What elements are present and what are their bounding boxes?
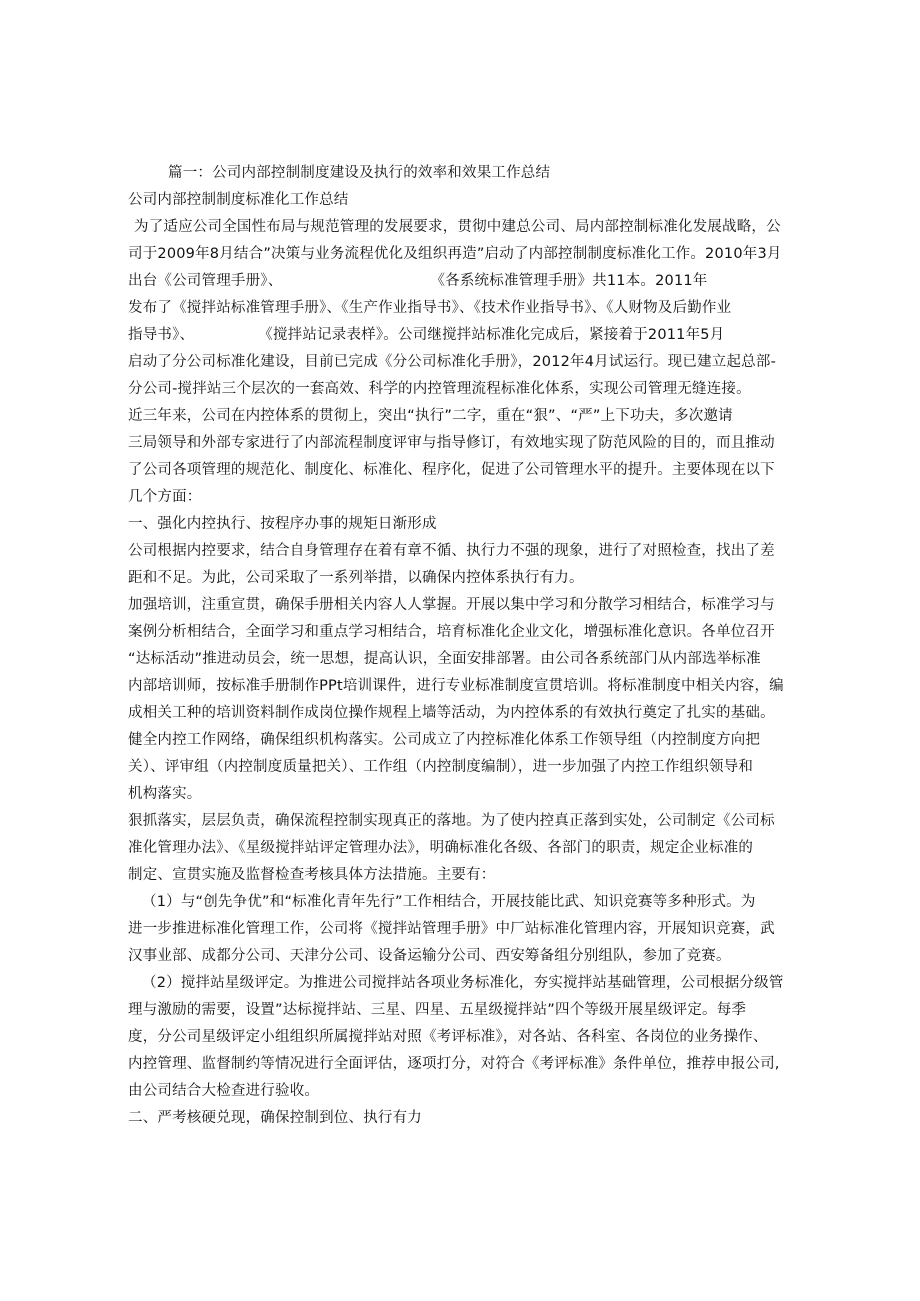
- text-line: 分公司-搅拌站三个层次的一套高效、科学的内控管理流程标准化体系，实现公司管理无缝连接。: [128, 381, 751, 397]
- text-line: 为了适应公司全国性布局与规范管理的发展要求，贯彻中建总公司、局内部控制标准化发展战略，公: [134, 219, 781, 235]
- text-segment: 《各系统标准管理手册》共11本。2011年: [430, 273, 708, 289]
- paragraph-item-2: [128, 970, 792, 1105]
- text-line: 启动了分公司标准化建设，目前已完成《分公司标准化手册》，2012年4月试运行。现已建立起总部-: [128, 354, 777, 370]
- paragraph-implementation: [128, 808, 792, 889]
- text-line: 几个方面：: [128, 489, 202, 505]
- text-line: 内部培训师，按标准手册制作PPt培训课件，进行专业标准制度宣贯培训。将标准制度中相关内容，编: [128, 678, 784, 694]
- text-segment: 《搅拌站记录表样》。公司继搅拌站标准化完成后，紧接着于2011年5月: [258, 327, 725, 343]
- text-line: 案例分析相结合，全面学习和重点学习相结合，培育标准化企业文化，增强标准化意识。各单位召开: [128, 624, 775, 640]
- section-heading-1: 一、强化内控执行、按程序办事的规矩日渐形成: [128, 516, 437, 532]
- paragraph-requirements: [128, 538, 792, 592]
- text-segment: 指导书》、: [128, 327, 195, 343]
- text-line: 三局领导和外部专家进行了内部流程制度评审与指导修订，有效地实现了防范风险的目的，而且推动: [128, 435, 775, 451]
- section-heading-2: 二、严考核硬兑现，确保控制到位、执行有力: [128, 1110, 422, 1126]
- text-line: [128, 322, 792, 349]
- document-title: 篇一：公司内部控制制度建设及执行的效率和效果工作总结: [168, 165, 551, 181]
- text-line: [128, 268, 792, 295]
- text-line: （2）搅拌站星级评定。为推进公司搅拌站各项业务标准化，夯实搅拌站基础管理，公司根据分级管: [142, 975, 784, 991]
- text-line: （1）与“创先争优”和“标准化青年先行”工作相结合，开展技能比武、知识竞赛等多种形式。为: [142, 894, 756, 910]
- text-line: 度，分公司星级评定小组组织所属搅拌站对照《考评标准》，对各站、各科室、各岗位的业务操作、: [128, 1029, 768, 1045]
- text-line: 距和不足。为此，公司采取了一系列举措，以确保内控体系执行有力。: [128, 570, 584, 586]
- text-line: 由公司结合大检查进行验收。: [128, 1083, 320, 1099]
- text-line: 公司根据内控要求，结合自身管理存在着有章不循、执行力不强的现象，进行了对照检查，找出了差: [128, 543, 775, 559]
- text-line: 制定、宣贯实施及监督检查考核具体方法措施。主要有：: [128, 867, 496, 883]
- text-line: 关）、评审组（内控制度质量把关）、工作组（内控制度编制），进一步加强了内控工作组织领导和: [128, 759, 754, 775]
- text-line: 机构落实。: [128, 786, 202, 802]
- document-body: [128, 160, 792, 1132]
- text-line: 健全内控工作网络，确保组织机构落实。公司成立了内控标准化体系工作领导组（内控制度方向把: [128, 732, 761, 748]
- text-line: 狠抓落实，层层负责，确保流程控制实现真正的落地。为了使内控真正落到实处，公司制定《公司标: [128, 813, 775, 829]
- text-line: 了公司各项管理的规范化、制度化、标准化、程序化，促进了公司管理水平的提升。主要体现在以下: [128, 462, 775, 478]
- text-line: 理与激励的需要，设置”达标搅拌站、三星、四星、五星级搅拌站”四个等级开展星级评定。每季: [128, 1002, 747, 1018]
- text-line: 进一步推进标准化管理工作，公司将《搅拌站管理手册》中厂站标准化管理内容，开展知识竞赛，武: [128, 921, 775, 937]
- text-line: “达标活动”推进动员会，统一思想，提高认识，全面安排部署。由公司各系统部门从内部选举标准: [128, 651, 761, 667]
- text-line: 内控管理、监督制约等情况进行全面评估，逐项打分，对符合《考评标准》条件单位，推荐申报公司,: [128, 1056, 780, 1072]
- text-line: 发布了《搅拌站标准管理手册》、《生产作业指导书》、《技术作业指导书》、《人财物及后勤作业: [128, 300, 732, 316]
- paragraph-intro: [128, 214, 792, 403]
- text-segment: 出台《公司管理手册》、: [128, 273, 283, 289]
- text-line: 司于2009年8月结合”决策与业务流程优化及组织再造”启动了内部控制制度标准化工作。2010年3月: [128, 246, 782, 262]
- text-line: 加强培训，注重宣贯，确保手册相关内容人人掌握。开展以集中学习和分散学习相结合，标准学习与: [128, 597, 775, 613]
- text-line: 准化管理办法》、《星级搅拌站评定管理办法》，明确标准化各级、各部门的职责，规定企业标准的: [128, 840, 754, 856]
- document-subtitle: 公司内部控制制度标准化工作总结: [128, 192, 349, 208]
- paragraph-recent-years: [128, 403, 792, 511]
- paragraph-item-1: [128, 889, 792, 970]
- text-line: 成相关工种的培训资料制作成岗位操作规程上墙等活动，为内控体系的有效执行奠定了扎实的基础。: [128, 705, 775, 721]
- paragraph-network: [128, 727, 792, 808]
- text-line: 汉事业部、成都分公司、天津分公司、设备运输分公司、西安筹备组分别组队，参加了竞赛。: [128, 948, 731, 964]
- text-line: 近三年来，公司在内控体系的贯彻上，突出“执行”二字，重在“狠”、“严”上下功夫，多次邀请: [128, 408, 733, 424]
- paragraph-training: [128, 592, 792, 727]
